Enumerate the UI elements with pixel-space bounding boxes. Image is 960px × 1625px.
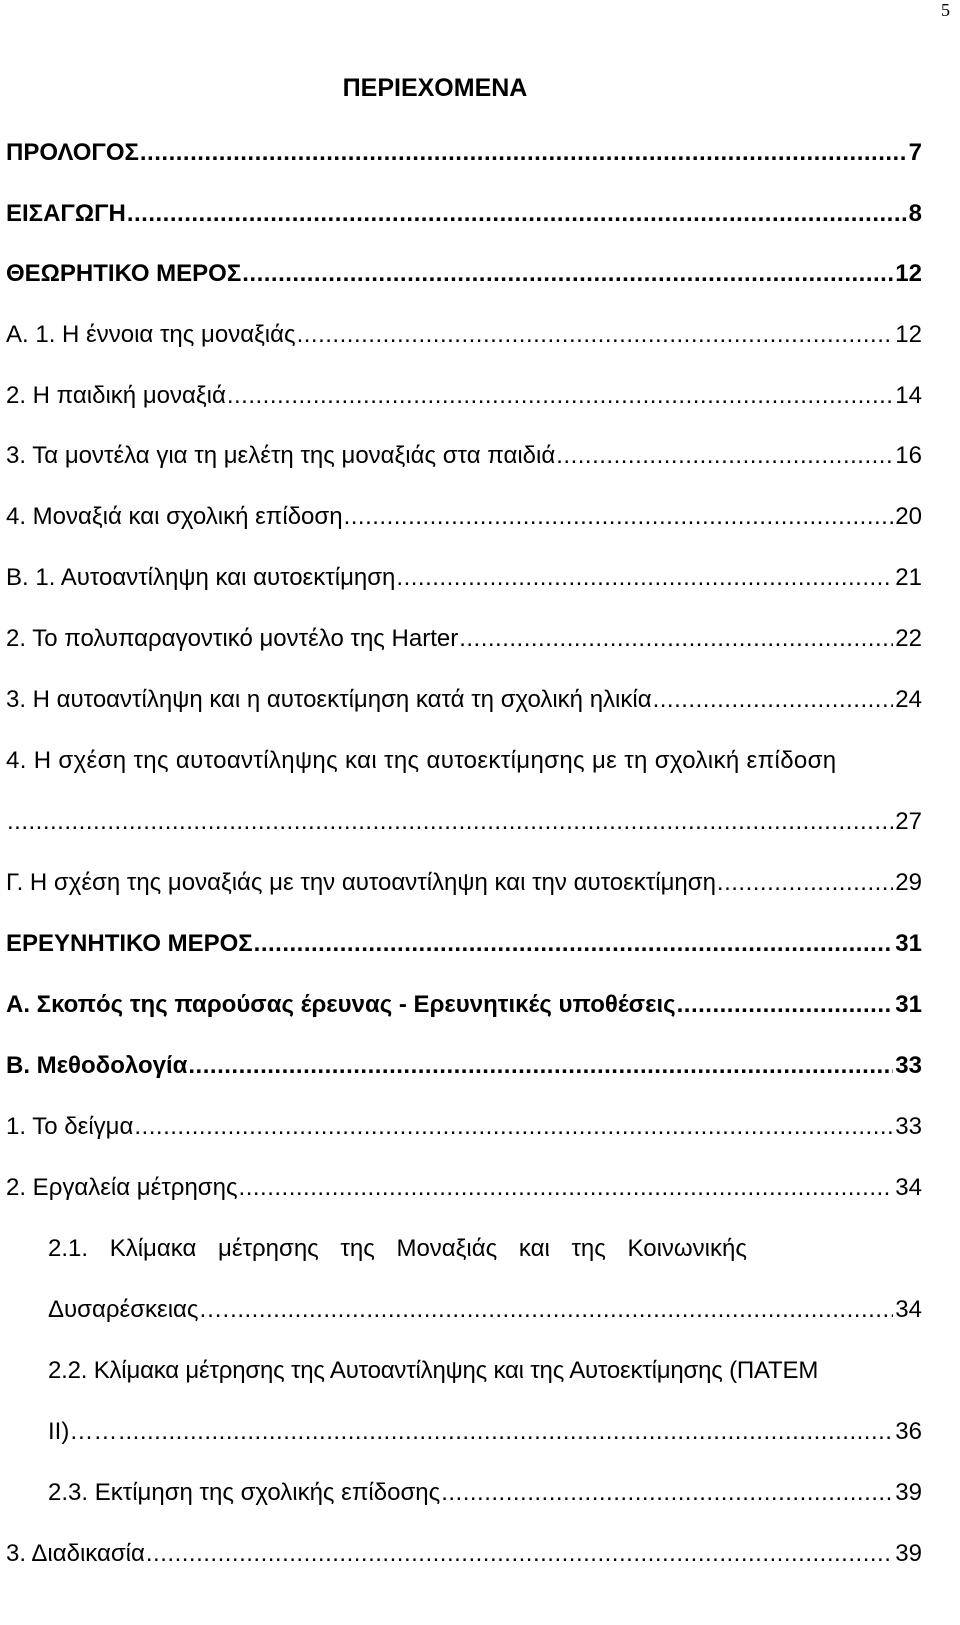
toc-entry-label: Α. Σκοπός της παρούσας έρευνας - Ερευνητικές υποθέσεις bbox=[6, 991, 676, 1018]
dot-leader bbox=[146, 1537, 893, 1571]
dot-leader bbox=[127, 197, 907, 231]
toc-entry-label: ΕΙΣΑΓΩΓΗ bbox=[6, 200, 126, 227]
toc-entry-label: ΠΡΟΛΟΓΟΣ bbox=[6, 139, 139, 166]
toc-entry-label: 2. Εργαλεία μέτρησης bbox=[6, 1174, 238, 1201]
toc-entry-theoretical-part[interactable] bbox=[0, 257, 960, 291]
toc-entry-self-concept-school-performance[interactable] bbox=[0, 744, 960, 778]
toc-entry-label: 1. Το δείγμα bbox=[6, 1113, 134, 1140]
toc-entry-harter-model[interactable] bbox=[0, 622, 960, 656]
toc-entry-label: Β. Μεθοδολογία bbox=[6, 1052, 188, 1079]
dot-leader bbox=[653, 683, 894, 717]
toc-entry-label: 2.1. Κλίμακα μέτρησης της Μοναξιάς και της Κοινωνικής bbox=[48, 1235, 747, 1262]
toc-entry-prologue[interactable] bbox=[0, 136, 960, 170]
toc-entry-label: 3. Η αυτοαντίληψη και η αυτοεκτίμηση κατά τη σχολική ηλικία bbox=[6, 686, 652, 713]
toc-entry-self-concept-scale-continuation[interactable] bbox=[0, 1415, 960, 1449]
toc-entry-page: 39 bbox=[895, 1540, 922, 1567]
toc-entry-page: 7 bbox=[908, 139, 922, 166]
toc-entry-page: 16 bbox=[895, 442, 922, 469]
dot-leader bbox=[344, 500, 894, 534]
dot-leader bbox=[118, 1415, 893, 1449]
toc-entry-label: Β. 1. Αυτοαντίληψη και αυτοεκτίμηση bbox=[6, 564, 396, 591]
toc-entry-research-aim[interactable] bbox=[0, 988, 960, 1022]
toc-entry-continuation[interactable] bbox=[0, 805, 960, 839]
toc-entry-loneliness-scale[interactable] bbox=[0, 1232, 960, 1266]
toc-entry-label: 3. Διαδικασία bbox=[6, 1540, 145, 1567]
dot-leader bbox=[134, 1110, 893, 1144]
toc-entry-page: 12 bbox=[895, 321, 922, 348]
page-number: 5 bbox=[941, 0, 950, 20]
dot-leader bbox=[396, 561, 893, 595]
toc-entry-page: 8 bbox=[908, 200, 922, 227]
toc-entry-page: 33 bbox=[895, 1113, 922, 1140]
toc-entry-label: Α. 1. Η έννοια της μοναξιάς bbox=[6, 321, 296, 348]
toc-entry-label: ΘΕΩΡΗΤΙΚΟ ΜΕΡΟΣ bbox=[6, 260, 242, 287]
toc-entry-page: 34 bbox=[895, 1296, 922, 1323]
dot-leader bbox=[254, 927, 894, 961]
dot-leader bbox=[677, 988, 894, 1022]
toc-entry-methodology[interactable] bbox=[0, 1049, 960, 1083]
toc-entry-label: 3. Τα μοντέλα για τη μελέτη της μοναξιάς στα παιδιά bbox=[6, 442, 556, 469]
toc-entry-page: 31 bbox=[895, 930, 922, 957]
toc-entry-label: ΕΡΕΥΝΗΤΙΚΟ ΜΕΡΟΣ bbox=[6, 930, 253, 957]
toc-entry-label: Δυσαρέσκειας…. bbox=[48, 1296, 230, 1323]
toc-entry-loneliness-self-concept[interactable] bbox=[0, 866, 960, 900]
toc-entry-label: 4. Η σχέση της αυτοαντίληψης και της αυτοεκτίμησης με τη σχολική επίδοση bbox=[6, 747, 837, 774]
toc-entry-sample[interactable] bbox=[0, 1110, 960, 1144]
toc-entry-page: 12 bbox=[895, 260, 922, 287]
dot-leader bbox=[227, 379, 893, 413]
dot-leader bbox=[717, 866, 893, 900]
toc-entry-childhood-loneliness[interactable] bbox=[0, 379, 960, 413]
toc-entry-research-part[interactable] bbox=[0, 927, 960, 961]
toc-entry-label: 2. Το πολυπαραγοντικό μοντέλο της Harter bbox=[6, 625, 459, 652]
dot-leader bbox=[556, 439, 893, 473]
toc-entry-page: 22 bbox=[895, 625, 922, 652]
toc-entry-school-performance-estimation[interactable] bbox=[0, 1476, 960, 1510]
toc-title: ΠΕΡΙΕΧΟΜΕΝΑ bbox=[342, 74, 528, 102]
dot-leader bbox=[239, 1171, 894, 1205]
dot-leader bbox=[140, 136, 907, 170]
dot-leader bbox=[441, 1476, 893, 1510]
toc-entry-measurement-tools[interactable] bbox=[0, 1171, 960, 1205]
toc-entry-page: 36 bbox=[895, 1418, 922, 1445]
toc-entry-page: 21 bbox=[895, 564, 922, 591]
toc-entry-label: 2.3. Εκτίμηση της σχολικής επίδοσης bbox=[48, 1479, 441, 1506]
toc-entry-page: 31 bbox=[895, 991, 922, 1018]
toc-entry-page: 14 bbox=[895, 382, 922, 409]
toc-entry-school-age-self-concept[interactable] bbox=[0, 683, 960, 717]
toc-entry-label: 2.2. Κλίμακα μέτρησης της Αυτοαντίληψης και της Αυτοεκτίμησης (ΠΑΤΕΜ bbox=[48, 1357, 819, 1384]
toc-entry-introduction[interactable] bbox=[0, 197, 960, 231]
toc-entry-page: 34 bbox=[895, 1174, 922, 1201]
toc-entry-loneliness-scale-continuation[interactable] bbox=[0, 1293, 960, 1327]
toc-entry-loneliness-school-performance[interactable] bbox=[0, 500, 960, 534]
dot-leader bbox=[297, 318, 894, 352]
dot-leader bbox=[459, 622, 893, 656]
dot-leader bbox=[242, 257, 893, 291]
toc-entry-self-concept-scale[interactable] bbox=[0, 1354, 960, 1388]
toc-entry-concept-of-loneliness[interactable] bbox=[0, 318, 960, 352]
toc-entry-label: ΙΙ)…… bbox=[48, 1418, 118, 1445]
toc-entry-page: 27 bbox=[895, 808, 922, 835]
toc-entry-label: Γ. Η σχέση της μοναξιάς με την αυτοαντίληψη και την αυτοεκτίμηση bbox=[6, 869, 716, 896]
toc-entry-label: 2. Η παιδική μοναξιά bbox=[6, 382, 226, 409]
toc-entry-page: 20 bbox=[895, 503, 922, 530]
toc-entry-label: 4. Μοναξιά και σχολική επίδοση bbox=[6, 503, 343, 530]
toc-entry-page: 24 bbox=[895, 686, 922, 713]
toc-entry-page: 39 bbox=[895, 1479, 922, 1506]
toc-entry-page: 33 bbox=[895, 1052, 922, 1079]
toc-entry-procedure[interactable] bbox=[0, 1537, 960, 1571]
toc-entry-page: 29 bbox=[895, 869, 922, 896]
dot-leader bbox=[7, 805, 893, 839]
toc-entry-loneliness-models[interactable] bbox=[0, 439, 960, 473]
dot-leader bbox=[230, 1293, 893, 1327]
toc-entry-self-concept-self-esteem[interactable] bbox=[0, 561, 960, 595]
dot-leader bbox=[188, 1049, 893, 1083]
